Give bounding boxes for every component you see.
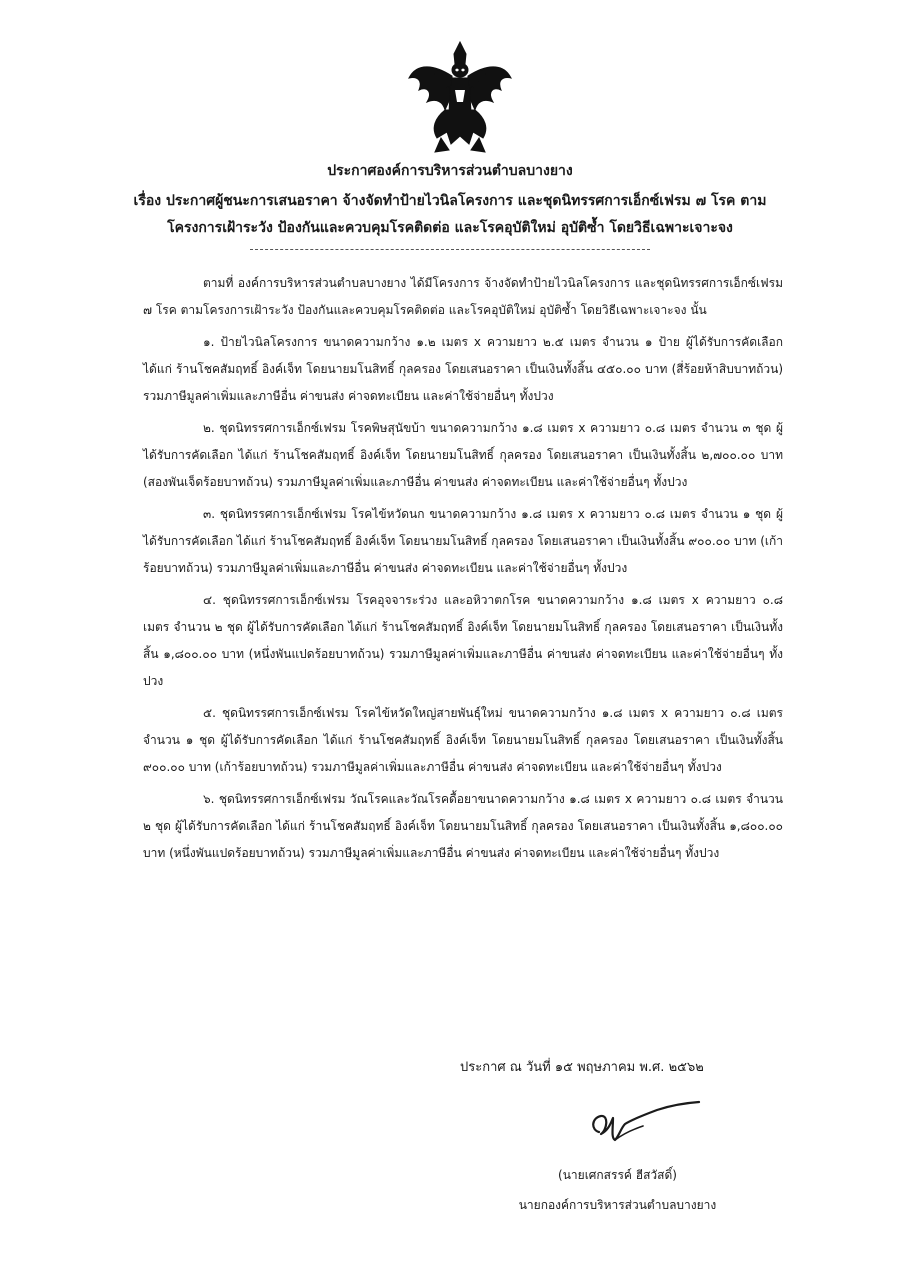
signer-name: (นายเศกสรรค์ ฮีสวัสดิ์) <box>558 1168 677 1182</box>
subject-line-2: โครงการเฝ้าระวัง ป้องกันและควบคุมโรคติดต่อ และโรคอุบัติใหม่ อุบัติซ้ำ โดยวิธีเฉพาะเจาะจง <box>167 220 733 236</box>
announcement-body <box>143 270 783 872</box>
subject <box>0 188 900 242</box>
garuda-emblem-icon <box>405 40 515 155</box>
subject-line-1: เรื่อง ประกาศผู้ชนะการเสนอราคา จ้างจัดทำป้ายไวนิลโครงการ และชุดนิทรรศการเอ็กซ์เฟรม ๗ โรค ตาม <box>133 193 767 209</box>
announcement-date: ประกาศ ณ วันที่ ๑๕ พฤษภาคม พ.ศ. ๒๕๖๒ <box>460 1060 704 1075</box>
item-paragraph: ๖. ชุดนิทรรศการเอ็กซ์เฟรม วัณโรคและวัณโรคดื้อยาขนาดความกว้าง ๑.๘ เมตร x ความยาว ๐.๘ เมตร จำนวน ๒ ชุด ผู้ได้รับการคัดเลือก ได้แก่ ร้านโชคสัมฤทธิ์ อิงค์เจ็ท โดยนายมโนสิทธิ์ กุลครอง โดยเสนอราคา เป็นเงินทั้งสิ้น ๑,๘๐๐.๐๐ บาท (หนึ่งพันแปดร้อยบาทถ้วน) รวมภาษีมูลค่าเพิ่มและภาษีอื่น ค่าขนส่ง ค่าจดทะเบียน และค่าใช้จ่ายอื่นๆ ทั้งปวง <box>143 792 783 860</box>
item-paragraph: ๕. ชุดนิทรรศการเอ็กซ์เฟรม โรคไข้หวัดใหญ่สายพันธุ์ใหม่ ขนาดความกว้าง ๑.๘ เมตร x ความยาว ๐.๘ เมตร จำนวน ๑ ชุด ผู้ได้รับการคัดเลือก ได้แก่ ร้านโชคสัมฤทธิ์ อิงค์เจ็ท โดยนายมโนสิทธิ์ กุลครอง โดยเสนอราคา เป็นเงินทั้งสิ้น ๙๐๐.๐๐ บาท (เก้าร้อยบาทถ้วน) รวมภาษีมูลค่าเพิ่มและภาษีอื่น ค่าขนส่ง ค่าจดทะเบียน และค่าใช้จ่ายอื่นๆ ทั้งปวง <box>143 706 783 774</box>
item-paragraph: ๔. ชุดนิทรรศการเอ็กซ์เฟรม โรคอุจจาระร่วง และอหิวาตกโรค ขนาดความกว้าง ๑.๘ เมตร x ความยาว ๐.๘ เมตร จำนวน ๒ ชุด ผู้ได้รับการคัดเลือก ได้แก่ ร้านโชคสัมฤทธิ์ อิงค์เจ็ท โดยนายมโนสิทธิ์ กุลครอง โดยเสนอราคา เป็นเงินทั้งสิ้น ๑,๘๐๐.๐๐ บาท (หนึ่งพันแปดร้อยบาทถ้วน) รวมภาษีมูลค่าเพิ่มและภาษีอื่น ค่าขนส่ง ค่าจดทะเบียน และค่าใช้จ่ายอื่นๆ ทั้งปวง <box>143 593 783 688</box>
divider-dashed <box>250 249 650 250</box>
signer-block <box>505 1160 730 1220</box>
item-paragraph: ๑. ป้ายไวนิลโครงการ ขนาดความกว้าง ๑.๒ เมตร x ความยาว ๒.๕ เมตร จำนวน ๑ ป้าย ผู้ได้รับการคัดเลือก ได้แก่ ร้านโชคสัมฤทธิ์ อิงค์เจ็ท โดยนายมโนสิทธิ์ กุลครอง โดยเสนอราคา เป็นเงินทั้งสิ้น ๔๕๐.๐๐ บาท (สี่ร้อยห้าสิบบาทถ้วน) รวมภาษีมูลค่าเพิ่มและภาษีอื่น ค่าขนส่ง ค่าจดทะเบียน และค่าใช้จ่ายอื่นๆ ทั้งปวง <box>143 335 783 403</box>
signer-title: นายกองค์การบริหารส่วนตำบลบางยาง <box>518 1198 717 1212</box>
intro-paragraph: ตามที่ องค์การบริหารส่วนตำบลบางยาง ได้มีโครงการ จ้างจัดทำป้ายไวนิลโครงการ และชุดนิทรรศการเอ็กซ์เฟรม ๗ โรค ตามโครงการเฝ้าระวัง ป้องกันและควบคุมโรคติดต่อ และโรคอุบัติใหม่ อุบัติซ้ำ โดยวิธีเฉพาะเจาะจง นั้น <box>143 276 783 317</box>
item-paragraph: ๒. ชุดนิทรรศการเอ็กซ์เฟรม โรคพิษสุนัขบ้า ขนาดความกว้าง ๑.๘ เมตร x ความยาว ๐.๘ เมตร จำนวน ๓ ชุด ผู้ได้รับการคัดเลือก ได้แก่ ร้านโชคสัมฤทธิ์ อิงค์เจ็ท โดยนายมโนสิทธิ์ กุลครอง โดยเสนอราคา เป็นเงินทั้งสิ้น ๒,๗๐๐.๐๐ บาท (สองพันเจ็ดร้อยบาทถ้วน) รวมภาษีมูลค่าเพิ่มและภาษีอื่น ค่าขนส่ง ค่าจดทะเบียน และค่าใช้จ่ายอื่นๆ ทั้งปวง <box>143 421 783 489</box>
signature-icon <box>585 1100 705 1145</box>
org-title: ประกาศองค์การบริหารส่วนตำบลบางยาง <box>327 163 573 179</box>
item-paragraph: ๓. ชุดนิทรรศการเอ็กซ์เฟรม โรคไข้หวัดนก ขนาดความกว้าง ๑.๘ เมตร x ความยาว ๐.๘ เมตร จำนวน ๑ ชุด ผู้ได้รับการคัดเลือก ได้แก่ ร้านโชคสัมฤทธิ์ อิงค์เจ็ท โดยนายมโนสิทธิ์ กุลครอง โดยเสนอราคา เป็นเงินทั้งสิ้น ๙๐๐.๐๐ บาท (เก้าร้อยบาทถ้วน) รวมภาษีมูลค่าเพิ่มและภาษีอื่น ค่าขนส่ง ค่าจดทะเบียน และค่าใช้จ่ายอื่นๆ ทั้งปวง <box>143 507 783 575</box>
